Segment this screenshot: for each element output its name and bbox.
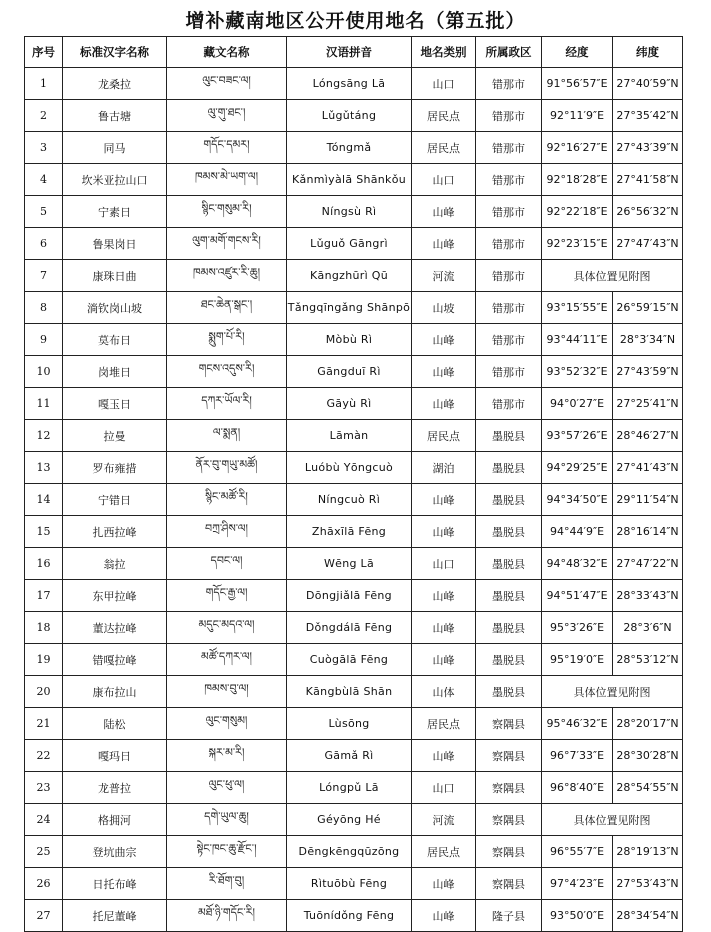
cell-pinyin: Dǒngdálā Fēng <box>287 612 412 644</box>
cell-chinese-name: 莫布日 <box>63 324 167 356</box>
cell-latitude: 27°40′59″N <box>613 68 683 100</box>
cell-location-note: 具体位置见附图 <box>542 804 683 836</box>
cell-pinyin: Gāmǎ Rì <box>287 740 412 772</box>
cell-chinese-name: 拉曼 <box>63 420 167 452</box>
cell-region: 墨脱县 <box>476 548 542 580</box>
cell-longitude: 97°4′23″E <box>542 868 613 900</box>
cell-category: 山口 <box>412 164 476 196</box>
table-row <box>25 100 683 132</box>
cell-latitude: 28°34′54″N <box>613 900 683 932</box>
cell-category: 山峰 <box>412 900 476 932</box>
cell-latitude: 28°53′12″N <box>613 644 683 676</box>
table-row <box>25 356 683 388</box>
document-title: 增补藏南地区公开使用地名（第五批） <box>185 10 526 32</box>
cell-category: 居民点 <box>412 100 476 132</box>
cell-chinese-name: 嘎玛日 <box>63 740 167 772</box>
cell-latitude: 27°25′41″N <box>613 388 683 420</box>
cell-pinyin: Tuōnídǒng Fēng <box>287 900 412 932</box>
cell-category: 山峰 <box>412 868 476 900</box>
cell-longitude: 92°18′28″E <box>542 164 613 196</box>
cell-region: 墨脱县 <box>476 420 542 452</box>
cell-serial: 13 <box>25 452 63 484</box>
cell-chinese-name: 东甲拉峰 <box>63 580 167 612</box>
cell-serial: 20 <box>25 676 63 708</box>
cell-longitude: 93°44′11″E <box>542 324 613 356</box>
cell-longitude: 94°48′32″E <box>542 548 613 580</box>
cell-tibetan-name: མཚོ་དཀར་ལ། <box>167 644 287 676</box>
table-row <box>25 420 683 452</box>
cell-tibetan-name: དགེ་ཡུལ་ཆུ། <box>167 804 287 836</box>
cell-serial: 24 <box>25 804 63 836</box>
cell-serial: 23 <box>25 772 63 804</box>
table-row <box>25 164 683 196</box>
cell-latitude: 28°54′55″N <box>613 772 683 804</box>
cell-tibetan-name: ཁམས་བུ་ལ། <box>167 676 287 708</box>
cell-region: 错那市 <box>476 132 542 164</box>
cell-tibetan-name: སྟེང་ཁང་ཆུ་རྫོང་། <box>167 836 287 868</box>
cell-chinese-name: 康珠日曲 <box>63 260 167 292</box>
cell-serial: 26 <box>25 868 63 900</box>
cell-latitude: 28°16′14″N <box>613 516 683 548</box>
cell-longitude: 94°29′25″E <box>542 452 613 484</box>
table-row <box>25 900 683 932</box>
cell-category: 河流 <box>412 804 476 836</box>
cell-longitude: 92°11′9″E <box>542 100 613 132</box>
cell-tibetan-name: དཀར་ཡོལ་རི། <box>167 388 287 420</box>
cell-longitude: 94°0′27″E <box>542 388 613 420</box>
cell-pinyin: Níngcuò Rì <box>287 484 412 516</box>
cell-chinese-name: 错嘎拉峰 <box>63 644 167 676</box>
cell-category: 山峰 <box>412 612 476 644</box>
cell-region: 错那市 <box>476 388 542 420</box>
cell-category: 居民点 <box>412 420 476 452</box>
cell-category: 山口 <box>412 772 476 804</box>
cell-region: 墨脱县 <box>476 516 542 548</box>
cell-region: 错那市 <box>476 68 542 100</box>
header-tibetan-name: 藏文名称 <box>167 37 287 68</box>
cell-region: 错那市 <box>476 196 542 228</box>
header-pinyin: 汉语拼音 <box>287 37 412 68</box>
cell-serial: 9 <box>25 324 63 356</box>
cell-tibetan-name: མཐོ་ཉི་གདོང་རི། <box>167 900 287 932</box>
cell-category: 山峰 <box>412 388 476 420</box>
cell-category: 山坡 <box>412 292 476 324</box>
cell-latitude: 27°43′39″N <box>613 132 683 164</box>
cell-category: 湖泊 <box>412 452 476 484</box>
cell-latitude: 27°41′43″N <box>613 452 683 484</box>
cell-pinyin: Luóbù Yōngcuò <box>287 452 412 484</box>
cell-chinese-name: 罗布雍措 <box>63 452 167 484</box>
cell-chinese-name: 托尼董峰 <box>63 900 167 932</box>
cell-pinyin: Cuògālā Fēng <box>287 644 412 676</box>
cell-longitude: 91°56′57″E <box>542 68 613 100</box>
cell-region: 错那市 <box>476 100 542 132</box>
cell-category: 山口 <box>412 548 476 580</box>
cell-region: 墨脱县 <box>476 484 542 516</box>
cell-pinyin: Lóngsāng Lā <box>287 68 412 100</box>
cell-category: 居民点 <box>412 836 476 868</box>
cell-chinese-name: 坎米亚拉山口 <box>63 164 167 196</box>
cell-chinese-name: 翁拉 <box>63 548 167 580</box>
cell-tibetan-name: ལུང་བཟང་ལ། <box>167 68 287 100</box>
cell-region: 察隅县 <box>476 740 542 772</box>
cell-longitude: 93°52′32″E <box>542 356 613 388</box>
cell-longitude: 92°16′27″E <box>542 132 613 164</box>
cell-pinyin: Tǎngqīngǎng Shānpō <box>287 292 412 324</box>
cell-region: 错那市 <box>476 260 542 292</box>
cell-latitude: 28°3′6″N <box>613 612 683 644</box>
cell-region: 墨脱县 <box>476 644 542 676</box>
cell-category: 居民点 <box>412 708 476 740</box>
cell-longitude: 96°7′33″E <box>542 740 613 772</box>
table-row <box>25 580 683 612</box>
cell-serial: 17 <box>25 580 63 612</box>
table-row <box>25 868 683 900</box>
cell-serial: 4 <box>25 164 63 196</box>
cell-region: 察隅县 <box>476 836 542 868</box>
cell-category: 山峰 <box>412 740 476 772</box>
cell-region: 察隅县 <box>476 708 542 740</box>
cell-longitude: 95°3′26″E <box>542 612 613 644</box>
cell-chinese-name: 宁素日 <box>63 196 167 228</box>
cell-category: 山峰 <box>412 516 476 548</box>
cell-chinese-name: 宁错日 <box>63 484 167 516</box>
cell-chinese-name: 鲁果岗日 <box>63 228 167 260</box>
header-category: 地名类别 <box>412 37 476 68</box>
cell-pinyin: Níngsù Rì <box>287 196 412 228</box>
cell-pinyin: Kǎnmìyàlā Shānkǒu <box>287 164 412 196</box>
cell-latitude: 29°11′54″N <box>613 484 683 516</box>
cell-region: 隆子县 <box>476 900 542 932</box>
cell-chinese-name: 董达拉峰 <box>63 612 167 644</box>
cell-pinyin: Dōngjiǎlā Fēng <box>287 580 412 612</box>
cell-tibetan-name: སྐར་མ་རི། <box>167 740 287 772</box>
cell-latitude: 27°43′59″N <box>613 356 683 388</box>
cell-chinese-name: 日托布峰 <box>63 868 167 900</box>
cell-category: 山峰 <box>412 644 476 676</box>
cell-latitude: 27°47′43″N <box>613 228 683 260</box>
cell-longitude: 94°44′9″E <box>542 516 613 548</box>
cell-pinyin: Kāngzhūrì Qū <box>287 260 412 292</box>
cell-serial: 12 <box>25 420 63 452</box>
cell-region: 墨脱县 <box>476 676 542 708</box>
cell-tibetan-name: གདོང་རྒྱ་ལ། <box>167 580 287 612</box>
header-latitude: 纬度 <box>613 37 683 68</box>
cell-latitude: 28°20′17″N <box>613 708 683 740</box>
cell-tibetan-name: སྙིང་གསུམ་རི། <box>167 196 287 228</box>
cell-category: 山峰 <box>412 484 476 516</box>
cell-serial: 3 <box>25 132 63 164</box>
table-row <box>25 68 683 100</box>
header-chinese-name: 标准汉字名称 <box>63 37 167 68</box>
cell-category: 山峰 <box>412 196 476 228</box>
header-serial: 序号 <box>25 37 63 68</box>
cell-chinese-name: 嘎玉日 <box>63 388 167 420</box>
table-row <box>25 740 683 772</box>
cell-serial: 21 <box>25 708 63 740</box>
cell-tibetan-name: ཁམས་མེ་ཡག་ལ། <box>167 164 287 196</box>
cell-serial: 15 <box>25 516 63 548</box>
header-longitude: 经度 <box>542 37 613 68</box>
cell-serial: 7 <box>25 260 63 292</box>
cell-tibetan-name: སྙིང་མཚོ་རི། <box>167 484 287 516</box>
cell-pinyin: Lāmàn <box>287 420 412 452</box>
cell-serial: 1 <box>25 68 63 100</box>
cell-pinyin: Géyōng Hé <box>287 804 412 836</box>
cell-longitude: 95°46′32″E <box>542 708 613 740</box>
cell-serial: 22 <box>25 740 63 772</box>
cell-pinyin: Wēng Lā <box>287 548 412 580</box>
cell-latitude: 28°19′13″N <box>613 836 683 868</box>
cell-tibetan-name: གངས་འདུས་རི། <box>167 356 287 388</box>
cell-category: 山口 <box>412 68 476 100</box>
cell-longitude: 96°8′40″E <box>542 772 613 804</box>
header-region: 所属政区 <box>476 37 542 68</box>
table-row <box>25 388 683 420</box>
cell-category: 山峰 <box>412 228 476 260</box>
cell-pinyin: Lǔguǒ Gāngrì <box>287 228 412 260</box>
cell-longitude: 92°23′15″E <box>542 228 613 260</box>
cell-pinyin: Kāngbùlā Shān <box>287 676 412 708</box>
table-row <box>25 836 683 868</box>
cell-latitude: 26°59′15″N <box>613 292 683 324</box>
cell-latitude: 27°41′58″N <box>613 164 683 196</box>
cell-tibetan-name: ལུ་གུ་ཐང་། <box>167 100 287 132</box>
cell-latitude: 28°3′34″N <box>613 324 683 356</box>
cell-tibetan-name: ཐང་ཆེན་སྒང་། <box>167 292 287 324</box>
cell-pinyin: Gāyù Rì <box>287 388 412 420</box>
place-name-table <box>24 36 683 932</box>
table-row <box>25 548 683 580</box>
cell-tibetan-name: ལུག་མགོ་གངས་རི། <box>167 228 287 260</box>
table-row <box>25 452 683 484</box>
cell-pinyin: Lùsōng <box>287 708 412 740</box>
cell-region: 察隅县 <box>476 772 542 804</box>
cell-serial: 6 <box>25 228 63 260</box>
cell-tibetan-name: མདུང་མདའ་ལ། <box>167 612 287 644</box>
cell-longitude: 93°50′0″E <box>542 900 613 932</box>
table-row <box>25 260 683 292</box>
cell-tibetan-name: ཁམས་འཛུར་རི་ཆུ། <box>167 260 287 292</box>
cell-tibetan-name: གདོང་དམར། <box>167 132 287 164</box>
cell-tibetan-name: བཀྲ་ཤིས་ལ། <box>167 516 287 548</box>
table-body <box>25 68 683 932</box>
cell-region: 错那市 <box>476 356 542 388</box>
cell-latitude: 27°35′42″N <box>613 100 683 132</box>
cell-chinese-name: 同马 <box>63 132 167 164</box>
cell-location-note: 具体位置见附图 <box>542 260 683 292</box>
cell-tibetan-name: དབང་ལ། <box>167 548 287 580</box>
cell-tibetan-name: ལུང་ཕུ་ལ། <box>167 772 287 804</box>
cell-longitude: 95°19′0″E <box>542 644 613 676</box>
table-row <box>25 228 683 260</box>
cell-category: 山峰 <box>412 580 476 612</box>
cell-chinese-name: 康布拉山 <box>63 676 167 708</box>
cell-longitude: 94°34′50″E <box>542 484 613 516</box>
cell-serial: 19 <box>25 644 63 676</box>
cell-tibetan-name: རི་ཐོག་བུ། <box>167 868 287 900</box>
cell-longitude: 96°55′7″E <box>542 836 613 868</box>
cell-serial: 18 <box>25 612 63 644</box>
cell-region: 错那市 <box>476 228 542 260</box>
cell-region: 墨脱县 <box>476 612 542 644</box>
cell-serial: 14 <box>25 484 63 516</box>
cell-category: 山峰 <box>412 324 476 356</box>
table-row <box>25 804 683 836</box>
cell-latitude: 28°30′28″N <box>613 740 683 772</box>
cell-chinese-name: 扎西拉峰 <box>63 516 167 548</box>
table-row <box>25 644 683 676</box>
cell-serial: 2 <box>25 100 63 132</box>
cell-region: 错那市 <box>476 292 542 324</box>
table-row <box>25 516 683 548</box>
cell-serial: 5 <box>25 196 63 228</box>
cell-chinese-name: 岗堆日 <box>63 356 167 388</box>
cell-chinese-name: 龙普拉 <box>63 772 167 804</box>
cell-serial: 8 <box>25 292 63 324</box>
cell-pinyin: Zhāxīlā Fēng <box>287 516 412 548</box>
cell-pinyin: Lǔgǔtáng <box>287 100 412 132</box>
cell-tibetan-name: སྨུག་པོ་རི། <box>167 324 287 356</box>
cell-tibetan-name: ནོར་བུ་གཡུ་མཚོ། <box>167 452 287 484</box>
cell-region: 错那市 <box>476 164 542 196</box>
cell-category: 山峰 <box>412 356 476 388</box>
cell-serial: 11 <box>25 388 63 420</box>
table-row <box>25 612 683 644</box>
table-row <box>25 196 683 228</box>
cell-pinyin: Rìtuōbù Fēng <box>287 868 412 900</box>
cell-tibetan-name: ལུང་གསུམ། <box>167 708 287 740</box>
cell-region: 墨脱县 <box>476 452 542 484</box>
cell-region: 错那市 <box>476 324 542 356</box>
table-row <box>25 324 683 356</box>
cell-latitude: 26°56′32″N <box>613 196 683 228</box>
cell-serial: 10 <box>25 356 63 388</box>
cell-latitude: 28°33′43″N <box>613 580 683 612</box>
cell-category: 河流 <box>412 260 476 292</box>
cell-chinese-name: 淌钦岗山坡 <box>63 292 167 324</box>
cell-pinyin: Tóngmǎ <box>287 132 412 164</box>
table-row <box>25 676 683 708</box>
cell-longitude: 94°51′47″E <box>542 580 613 612</box>
cell-chinese-name: 格拥河 <box>63 804 167 836</box>
cell-pinyin: Gāngduī Rì <box>287 356 412 388</box>
table-row <box>25 708 683 740</box>
table-header-row <box>25 37 683 68</box>
cell-pinyin: Mòbù Rì <box>287 324 412 356</box>
cell-pinyin: Lóngpǔ Lā <box>287 772 412 804</box>
cell-location-note: 具体位置见附图 <box>542 676 683 708</box>
table-row <box>25 772 683 804</box>
table-row <box>25 132 683 164</box>
cell-region: 墨脱县 <box>476 580 542 612</box>
cell-latitude: 27°47′22″N <box>613 548 683 580</box>
cell-serial: 16 <box>25 548 63 580</box>
table-row <box>25 292 683 324</box>
cell-latitude: 27°53′43″N <box>613 868 683 900</box>
cell-longitude: 92°22′18″E <box>542 196 613 228</box>
cell-category: 居民点 <box>412 132 476 164</box>
cell-serial: 27 <box>25 900 63 932</box>
cell-tibetan-name: ལ་སྨན། <box>167 420 287 452</box>
table-row <box>25 484 683 516</box>
cell-chinese-name: 登坑曲宗 <box>63 836 167 868</box>
cell-latitude: 28°46′27″N <box>613 420 683 452</box>
cell-chinese-name: 龙桑拉 <box>63 68 167 100</box>
cell-category: 山体 <box>412 676 476 708</box>
cell-pinyin: Dēngkēngqūzōng <box>287 836 412 868</box>
cell-chinese-name: 鲁古塘 <box>63 100 167 132</box>
cell-chinese-name: 陆松 <box>63 708 167 740</box>
cell-region: 察隅县 <box>476 868 542 900</box>
cell-longitude: 93°15′55″E <box>542 292 613 324</box>
cell-longitude: 93°57′26″E <box>542 420 613 452</box>
cell-region: 察隅县 <box>476 804 542 836</box>
cell-serial: 25 <box>25 836 63 868</box>
